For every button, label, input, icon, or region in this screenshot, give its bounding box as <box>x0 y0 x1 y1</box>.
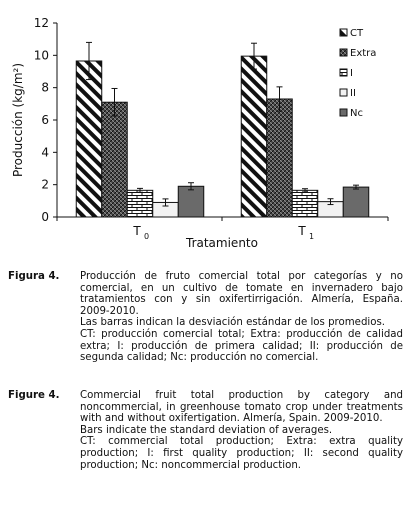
x-tick-subscript: 0 <box>144 232 150 241</box>
bar-nc <box>178 186 204 217</box>
legend-swatch <box>340 89 347 96</box>
legend-label: I <box>350 68 353 79</box>
y-tick-label: 6 <box>41 113 49 127</box>
caption-english-line: Bars indicate the standard deviation of averages. <box>80 424 333 436</box>
caption-english-label: Figure 4. <box>8 390 60 401</box>
caption-spanish-line: Producción de fruto comercial total por categorías y no comercial, en un cultivo de tomate en invernadero bajo tratamientos con y sin oxifertirrigación. Almería, España. 2009-2010. <box>80 271 403 317</box>
x-axis-title: Tratamiento <box>186 236 258 250</box>
bar-series <box>76 42 369 217</box>
y-tick-label: 2 <box>41 177 49 192</box>
caption-english-line: Commercial fruit total production by category and noncommercial, in greenhouse tomato crop under treatments with and without oxifertigation. Almería, Spain. 2009-2010. <box>80 390 403 425</box>
caption-english-line: CT: commercial total production; Extra: extra quality production; I: first quality production; II: second quality production; Nc: noncommercial production. <box>80 436 403 471</box>
caption-spanish-line: Las barras indican la desviación estándar de los promedios. <box>80 317 386 329</box>
caption-spanish-line: CT: producción comercial total; Extra: producción de calidad extra; I: producción de primera calidad; II: producción de segunda calidad; Nc: producción no comercial. <box>80 328 403 364</box>
y-tick-label: 8 <box>41 80 49 95</box>
legend-label: Nc <box>350 108 363 119</box>
legend-swatch <box>340 109 347 116</box>
legend-label: CT <box>350 28 364 39</box>
caption-spanish <box>8 271 403 364</box>
bar-nc <box>343 187 369 217</box>
bar-ct <box>76 61 102 217</box>
bar-extra <box>267 99 293 217</box>
legend-swatch <box>340 69 347 76</box>
y-axis-ticks <box>34 16 57 224</box>
bar-i <box>292 190 318 217</box>
y-tick-label: 12 <box>33 16 49 30</box>
bar-chart <box>0 0 415 255</box>
legend-label: Extra <box>350 48 377 59</box>
bar-i <box>127 190 153 217</box>
y-tick-label: 10 <box>33 48 49 63</box>
legend-label: II <box>350 88 356 99</box>
y-tick-label: 0 <box>41 210 49 224</box>
legend <box>340 28 376 119</box>
caption-english <box>8 390 403 471</box>
y-tick-label: 4 <box>41 145 49 160</box>
legend-swatch <box>340 29 347 36</box>
bar-extra <box>102 102 128 217</box>
x-tick-subscript: 1 <box>309 232 315 241</box>
caption-spanish-label: Figura 4. <box>8 271 60 282</box>
x-tick-label: T <box>298 224 306 238</box>
x-tick-label: T <box>133 224 141 238</box>
legend-swatch <box>340 49 347 56</box>
y-axis-title: Producción (kg/m²) <box>11 62 25 178</box>
bar-ct <box>241 56 267 217</box>
